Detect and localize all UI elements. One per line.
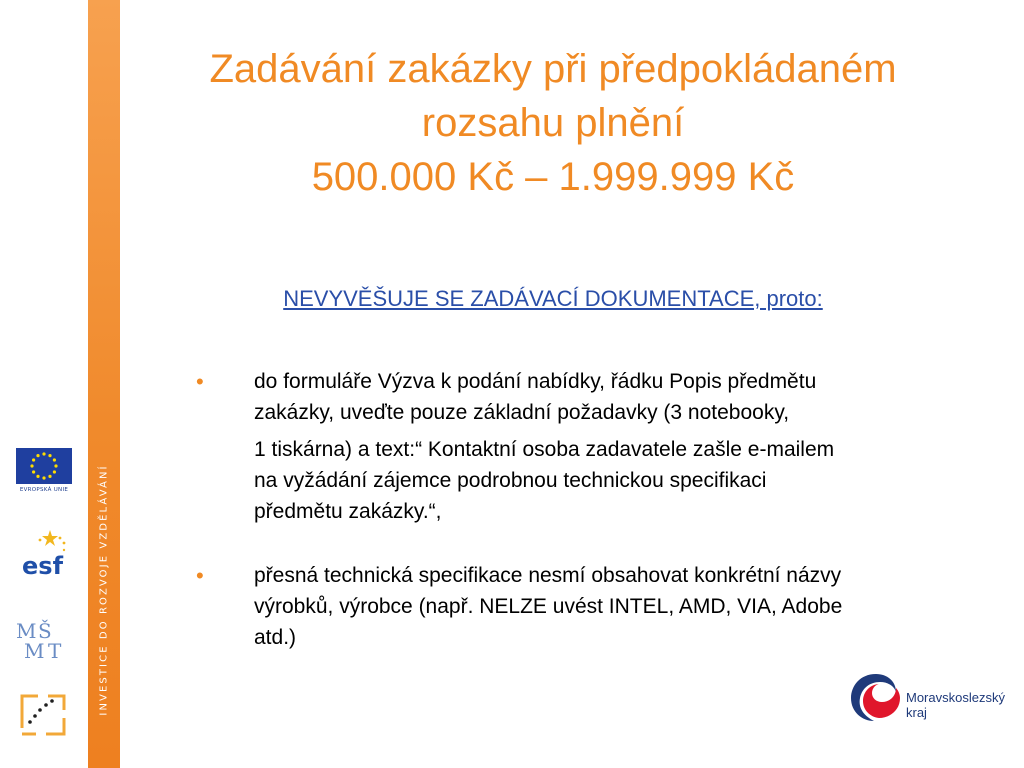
msk-line-1: Moravskoslezský (906, 690, 1005, 705)
title-line-1: Zadávání zakázky při předpokládaném (209, 47, 897, 91)
moravskoslezsky-kraj-text (906, 690, 1005, 720)
bullet-line: na vyžádání zájemce podrobnou technickou specifikaci (254, 469, 767, 492)
svg-text:esf: esf (22, 552, 64, 578)
ipn-logo (16, 688, 70, 740)
bullet-line: předmětu zakázky.“, (254, 500, 442, 523)
svg-text:T: T (48, 639, 62, 662)
msmt-logo (14, 616, 74, 662)
bullet-line: výrobků, výrobce (např. NELZE uvést INTEL, AMD, VIA, Adobe (254, 595, 843, 618)
bullet-list (196, 366, 976, 686)
bullet-text (254, 560, 976, 653)
list-item (196, 366, 976, 527)
esf-logo (20, 528, 72, 578)
msk-line-2: kraj (906, 705, 927, 720)
bullet-line: zakázky, uveďte pouze základní požadavky (3 notebooky, (254, 401, 790, 424)
eu-caption: EVROPSKÁ UNIE (19, 487, 69, 493)
bullet-line: do formuláře Výzva k podání nabídky, řádku Popis předmětu (254, 370, 817, 393)
bullet-text (254, 366, 976, 527)
list-item (196, 560, 976, 653)
bullet-icon: • (196, 563, 204, 588)
bullet-line: přesná technická specifikace nesmí obsahovat konkrétní názvy (254, 564, 842, 587)
svg-text:Š: Š (38, 619, 52, 643)
svg-text:M: M (24, 639, 45, 662)
moravskoslezsky-kraj-logo (848, 670, 904, 724)
bullet-icon: • (196, 369, 204, 394)
investice-vertical-text: INVESTICE DO ROZVOJE VZDĚLÁVÁNÍ (98, 464, 110, 716)
bullet-line: 1 tiskárna) a text:“ Kontaktní osoba zadavatele zašle e-mailem (254, 438, 835, 461)
subtitle-link: NEVYVĚŠUJE SE ZADÁVACÍ DOKUMENTACE, proto: (283, 286, 823, 311)
svg-text:M: M (16, 619, 37, 643)
bullet-line: atd.) (254, 626, 297, 649)
slide-title (148, 42, 958, 204)
title-line-3: 500.000 Kč – 1.999.999 Kč (311, 155, 795, 199)
title-line-2: rozsahu plnění (421, 101, 685, 145)
